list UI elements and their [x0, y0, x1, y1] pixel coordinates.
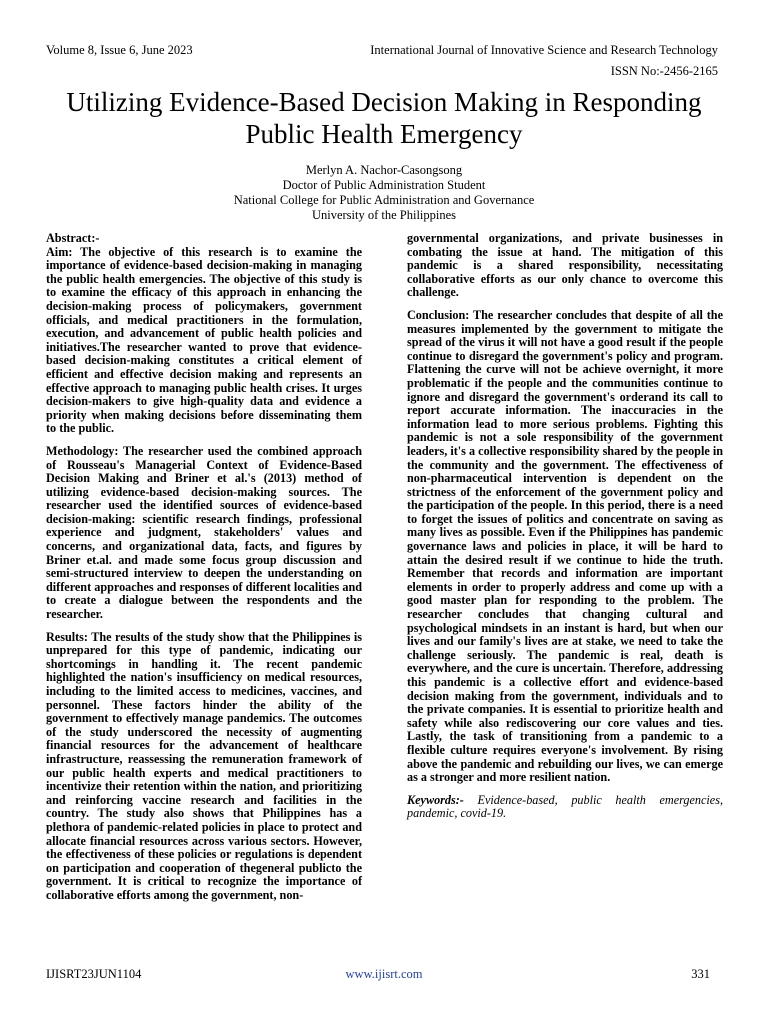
abstract-aim: [46, 246, 362, 436]
results-label: Results:: [46, 629, 88, 644]
keywords-text: Evidence-based, public health emergencies, pandemic, covid-19.: [407, 792, 723, 821]
conclusion-label: Conclusion:: [407, 307, 470, 322]
paper-title: Utilizing Evidence-Based Decision Making in Responding Public Health Emergency: [66, 87, 702, 149]
paper-id: IJISRT23JUN1104: [46, 967, 142, 981]
author-name: Merlyn A. Nachor-Casongsong: [305, 163, 463, 177]
abstract-heading: Abstract:-: [46, 231, 100, 245]
aim-text: The objective of this research is to examine the importance of evidence-based decision-making in managing the public health emergencies. The objective of this study is to examine the efficacy of this approach in enhancing the decision-making process of policymakers, government officials, and medical practitioners in the formulation, execution, and advancement of public health policies and initiatives.The researcher wanted to prove that evidence-based decision-making constitutes a critical element of efficient and effective decision making and represents an effective approach to managing public health crises. It urges decision-makers to give high-quality data and evidence a priority when making decisions before disseminating them to the public.: [46, 244, 363, 436]
left-column: [46, 232, 362, 912]
abstract-methodology: [46, 445, 362, 622]
author-university: University of the Philippines: [311, 208, 457, 222]
abstract-conclusion: [407, 309, 723, 785]
aim-label: Aim:: [46, 244, 73, 259]
abstract-results: [46, 631, 362, 903]
results-continued: governmental organizations, and private businesses in combating the issue at hand. The mitigation of this pandemic is a shared responsibility, necessitating collaborative efforts as our only chance to overcome this challenge.: [407, 231, 723, 300]
abstract-keywords: [407, 794, 723, 821]
methodology-text: The researcher used the combined approach of Rousseau's Managerial Context of Evidence-Based Decision Making and Briner et al.'s (2013) method of utilizing evidence-based decision-making sources. The researcher used the identified sources of evidence-based decision-making: scientific research findings, professional experience and judgment, stakeholders' values and concerns, and organizational data, facts, and figures by Briner et.al. and made some focus group discussion and semi-structured interview to deepen the understanding on different approaches and responses of different localities and to create a dialogue between the respondents and the researcher.: [46, 443, 362, 622]
methodology-label: Methodology:: [46, 443, 119, 458]
issn: ISSN No:-2456-2165: [610, 64, 718, 78]
author-block: [40, 163, 728, 223]
results-text: The results of the study show that the Philippines is unprepared for this type of pandemic, indicating our shortcomings in handling it. The recent pandemic highlighted the nation's insufficiency on medical resources, including to the limited access to medicines, vaccines, and personnel. These factors hinder the ability of the government to effectively manage pandemics. The outcomes of the study underscored the necessity of augmenting financial resources for the advancement of healthcare infrastructure, reassessing the remuneration framework of our public health experts and medical practitioners to incentivize their retention within the nation, and prioritizing and reinforcing vaccine research and facilities in the country. The study also shows that Philippines has a plethora of pandemic-related policies in place to protect and allocate financial resources across various sectors. However, the effectiveness of these policies or regulations is dependent on participation and cooperation of thegeneral publicto the government. It is critical to recognize the importance of collaborative efforts among the government, non-: [46, 629, 363, 902]
volume-issue: Volume 8, Issue 6, June 2023: [46, 43, 193, 57]
page-number: 331: [691, 967, 710, 981]
conclusion-text: The researcher concludes that despite of all the measures implemented by the government to mitigate the spread of the virus it will not have a good result if the people continue to disregard the government's policy and program. Flattening the curve will not be achieve overnight, it more problematic if the people and the communities continue to ignore and disregard the government's orderand its call to report accurate information. The inaccuracies in the information lead to more serious problems. Fighting this pandemic is not a sole responsibility of the government leaders, it's a collective responsibility shared by the people in the community and the government. The effectiveness of non-pharmaceutical intervention is dependent on the strictness of the enforcement of the government policy and the participation of the people. In this period, there is a need to forget the issues of politics and concentrate on saving as many lives as possible. Even if the Philippines has pandemic governance laws and policies in place, it will be hard to attain the desired result if we continue to hide the truth. Remember that records and information are important elements in order to properly address and come up with a good master plan for responding to the problem. The researcher concludes that changing cultural and psychological mindsets in an instant is hard, but when our lives and our family's lives are at stake, we need to take the challenge seriously. The pandemic is real, death is everywhere, and the cure is uncertain. Therefore, addressing this pandemic is a collective effort and evidence-based decision making from the government, individuals and to the private companies. It is essential to prioritize health and safety while also rediscovering our core values and ties. Lastly, the task of transitioning from a pandemic to a flexible culture requires everyone's involvement. By rising above the pandemic and rebuilding our lives, we can emerge as a stronger and more resilient nation.: [407, 307, 723, 785]
keywords-label: Keywords:-: [407, 792, 464, 807]
journal-url-link[interactable]: www.ijisrt.com: [345, 967, 423, 981]
author-college: National College for Public Administration and Governance: [233, 193, 535, 207]
journal-name: International Journal of Innovative Science and Research Technology: [370, 43, 718, 57]
right-column: [407, 232, 723, 830]
author-role: Doctor of Public Administration Student: [282, 178, 486, 192]
